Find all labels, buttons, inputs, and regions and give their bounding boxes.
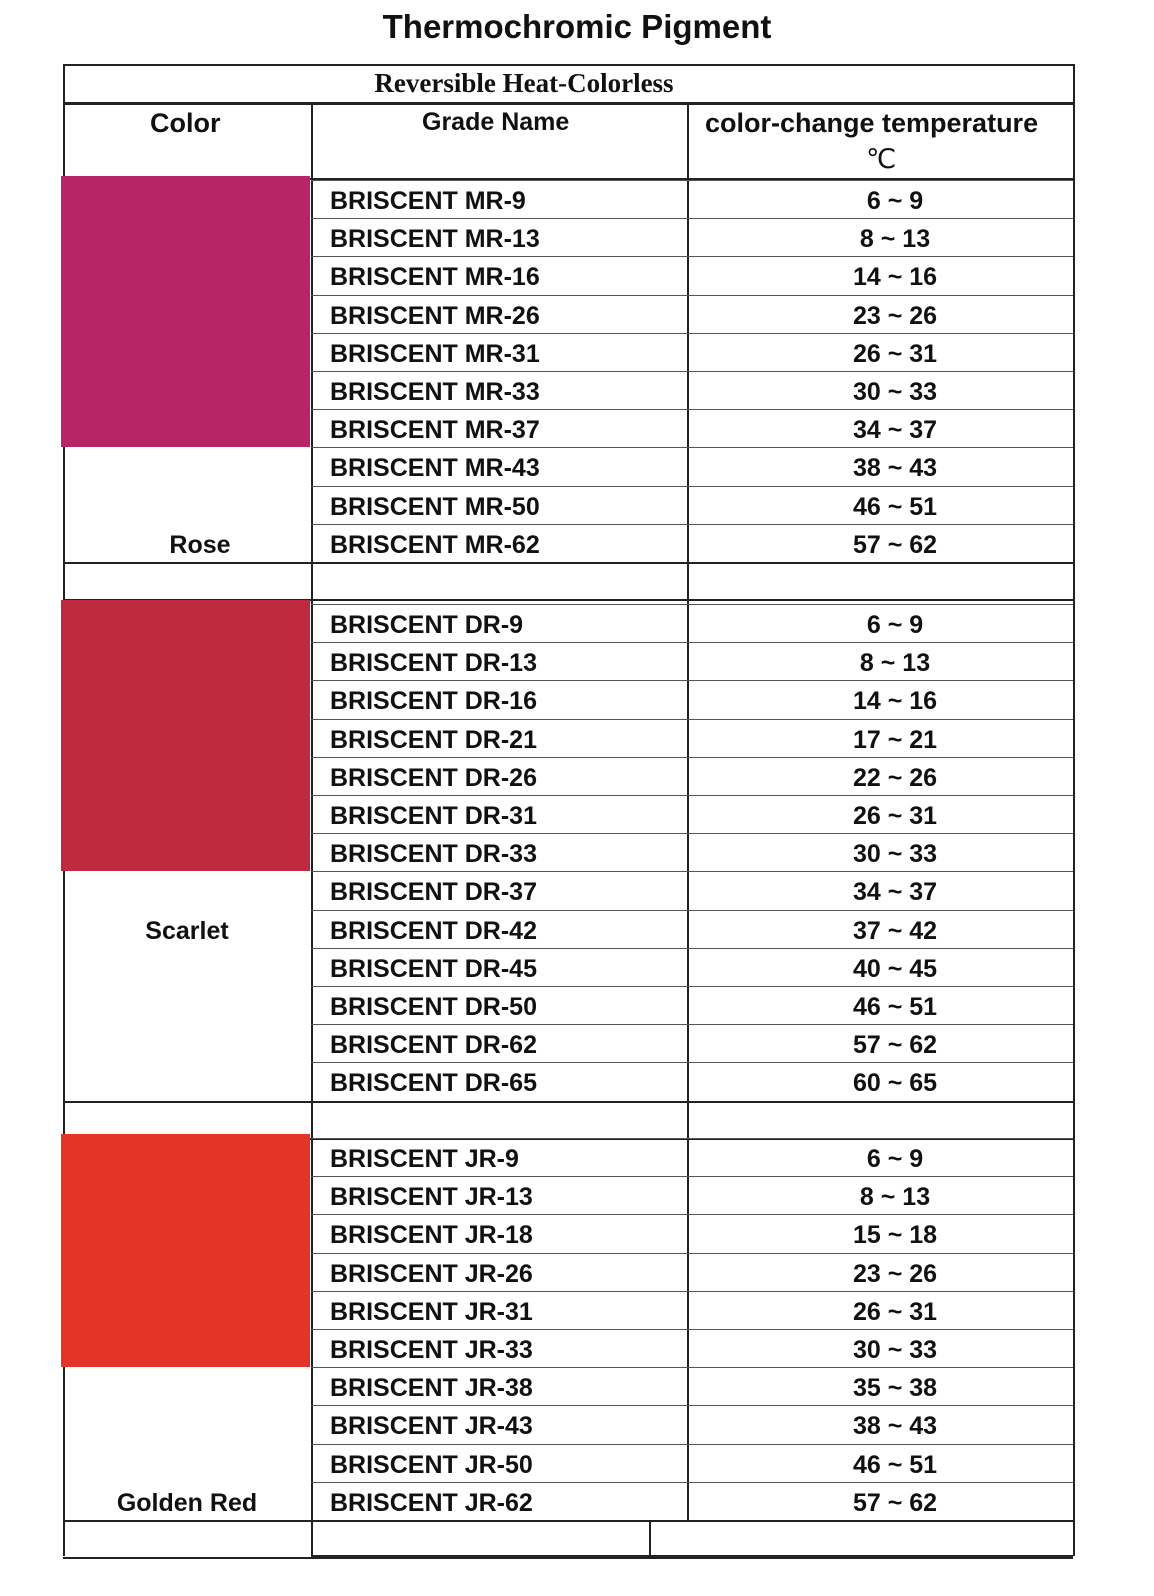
temperature-cell: 57 ~ 62 [852,1488,938,1517]
row-divider [311,1367,1073,1368]
temperature-cell: 40 ~ 45 [852,954,938,983]
row-divider [311,180,1073,181]
grade-name-cell: BRISCENT MR-43 [330,454,540,483]
grade-name-cell: BRISCENT DR-50 [330,993,537,1021]
grade-name-cell: BRISCENT JR-33 [330,1336,533,1364]
color-swatch [61,600,310,871]
temperature-cell: 30 ~ 33 [852,840,938,869]
row-divider [311,1176,1073,1177]
row-divider [311,1291,1073,1292]
grade-name-cell: BRISCENT DR-65 [330,1069,537,1098]
temperature-cell: 60 ~ 65 [852,1069,938,1098]
temperature-cell: 8 ~ 13 [859,649,931,678]
grade-name-cell: BRISCENT MR-33 [330,378,540,406]
temperature-cell: 14 ~ 16 [852,687,938,716]
temperature-cell: 6 ~ 9 [866,187,924,215]
temperature-cell: 26 ~ 31 [852,1297,938,1326]
row-divider [311,295,1073,296]
grade-name-cell: BRISCENT DR-42 [330,916,537,945]
row-divider [311,1482,1073,1483]
header-temperature-unit: ℃ [866,144,897,174]
grade-name-cell: BRISCENT DR-13 [330,649,537,678]
spacer-bottom-border [63,1557,1073,1559]
row-divider [311,524,1073,525]
row-divider [311,1024,1073,1025]
row-divider [311,719,1073,720]
header-divider [63,102,1073,105]
temperature-cell: 57 ~ 62 [852,1031,938,1060]
temperature-cell: 22 ~ 26 [852,763,938,792]
row-divider [311,1329,1073,1330]
grade-name-cell: BRISCENT JR-50 [330,1450,533,1479]
row-divider [311,1138,1073,1139]
row-divider [311,1062,1073,1063]
temperature-cell: 6 ~ 9 [866,611,924,639]
header-temperature: color-change temperature [705,108,1039,138]
temperature-cell: 23 ~ 26 [852,301,938,330]
row-divider [311,680,1073,681]
row-divider [311,1253,1073,1254]
grade-name-cell: BRISCENT DR-33 [330,840,537,869]
grade-name-cell: BRISCENT JR-38 [330,1374,533,1403]
row-divider [311,986,1073,987]
grade-name-cell: BRISCENT DR-31 [330,802,537,830]
color-label: Scarlet [145,916,229,945]
row-divider [311,371,1073,372]
grade-name-cell: BRISCENT MR-62 [330,530,540,559]
grade-name-cell: BRISCENT JR-26 [330,1259,533,1288]
temperature-cell: 34 ~ 37 [852,416,938,445]
grade-name-cell: BRISCENT MR-26 [330,301,540,330]
grade-name-cell: BRISCENT JR-62 [330,1488,533,1517]
row-divider [311,447,1073,448]
bottom-row-divider [649,1520,651,1556]
grade-name-cell: BRISCENT MR-31 [330,339,540,368]
temperature-cell: 46 ~ 51 [852,492,938,521]
temperature-cell: 8 ~ 13 [859,225,931,254]
grade-name-cell: BRISCENT DR-62 [330,1031,537,1060]
row-divider [311,833,1073,834]
grade-name-cell: BRISCENT DR-16 [330,687,537,716]
column-divider-2 [687,102,689,1520]
row-divider [311,910,1073,911]
row-divider [311,757,1073,758]
header-color: Color [150,108,221,138]
row-divider [311,218,1073,219]
color-label: Rose [169,530,231,559]
grade-name-cell: BRISCENT DR-37 [330,878,537,907]
grade-name-cell: BRISCENT MR-9 [330,187,526,215]
color-label: Golden Red [116,1488,258,1517]
color-swatch [61,176,310,447]
row-divider [311,642,1073,643]
temperature-cell: 46 ~ 51 [852,993,938,1021]
table-subtitle: Reversible Heat-Colorless [374,68,674,98]
row-divider [311,1405,1073,1406]
group-bottom-border [63,1101,1073,1103]
grade-name-cell: BRISCENT DR-21 [330,725,537,754]
temperature-cell: 38 ~ 43 [852,454,938,483]
page-title: Thermochromic Pigment [382,8,772,45]
grade-name-cell: BRISCENT JR-18 [330,1221,533,1250]
row-divider [311,486,1073,487]
temperature-cell: 26 ~ 31 [852,339,938,368]
temperature-cell: 15 ~ 18 [852,1221,938,1250]
row-divider [311,333,1073,334]
table-top-border [63,64,1073,66]
grade-name-cell: BRISCENT DR-9 [330,611,524,639]
temperature-cell: 57 ~ 62 [852,530,938,559]
grade-name-cell: BRISCENT DR-45 [330,954,537,983]
grade-name-cell: BRISCENT MR-37 [330,416,540,445]
temperature-cell: 8 ~ 13 [859,1183,931,1212]
temperature-cell: 26 ~ 31 [852,802,938,830]
grade-name-cell: BRISCENT MR-16 [330,263,540,292]
color-swatch [61,1134,310,1367]
temperature-cell: 6 ~ 9 [866,1145,924,1173]
row-divider [311,604,1073,605]
grade-name-cell: BRISCENT JR-43 [330,1412,533,1441]
row-divider [311,1214,1073,1215]
grade-name-cell: BRISCENT JR-13 [330,1183,533,1212]
row-divider [311,1444,1073,1445]
column-divider-1 [311,102,313,1556]
table-bottom-border [311,1555,1073,1557]
temperature-cell: 34 ~ 37 [852,878,938,907]
row-divider [311,948,1073,949]
temperature-cell: 14 ~ 16 [852,263,938,292]
grade-name-cell: BRISCENT JR-31 [330,1297,533,1326]
grade-name-cell: BRISCENT MR-13 [330,225,540,254]
temperature-cell: 35 ~ 38 [852,1374,938,1403]
header-grade-name: Grade Name [422,108,570,136]
grade-name-cell: BRISCENT DR-26 [330,763,537,792]
temperature-cell: 30 ~ 33 [852,1336,938,1364]
row-divider [311,795,1073,796]
row-divider [311,256,1073,257]
temperature-cell: 30 ~ 33 [852,378,938,406]
grade-name-cell: BRISCENT MR-50 [330,492,540,521]
temperature-cell: 37 ~ 42 [852,916,938,945]
temperature-cell: 17 ~ 21 [852,725,938,754]
temperature-cell: 46 ~ 51 [852,1450,938,1479]
row-divider [311,409,1073,410]
temperature-cell: 38 ~ 43 [852,1412,938,1441]
row-divider [311,871,1073,872]
temperature-cell: 23 ~ 26 [852,1259,938,1288]
grade-name-cell: BRISCENT JR-9 [330,1145,519,1173]
